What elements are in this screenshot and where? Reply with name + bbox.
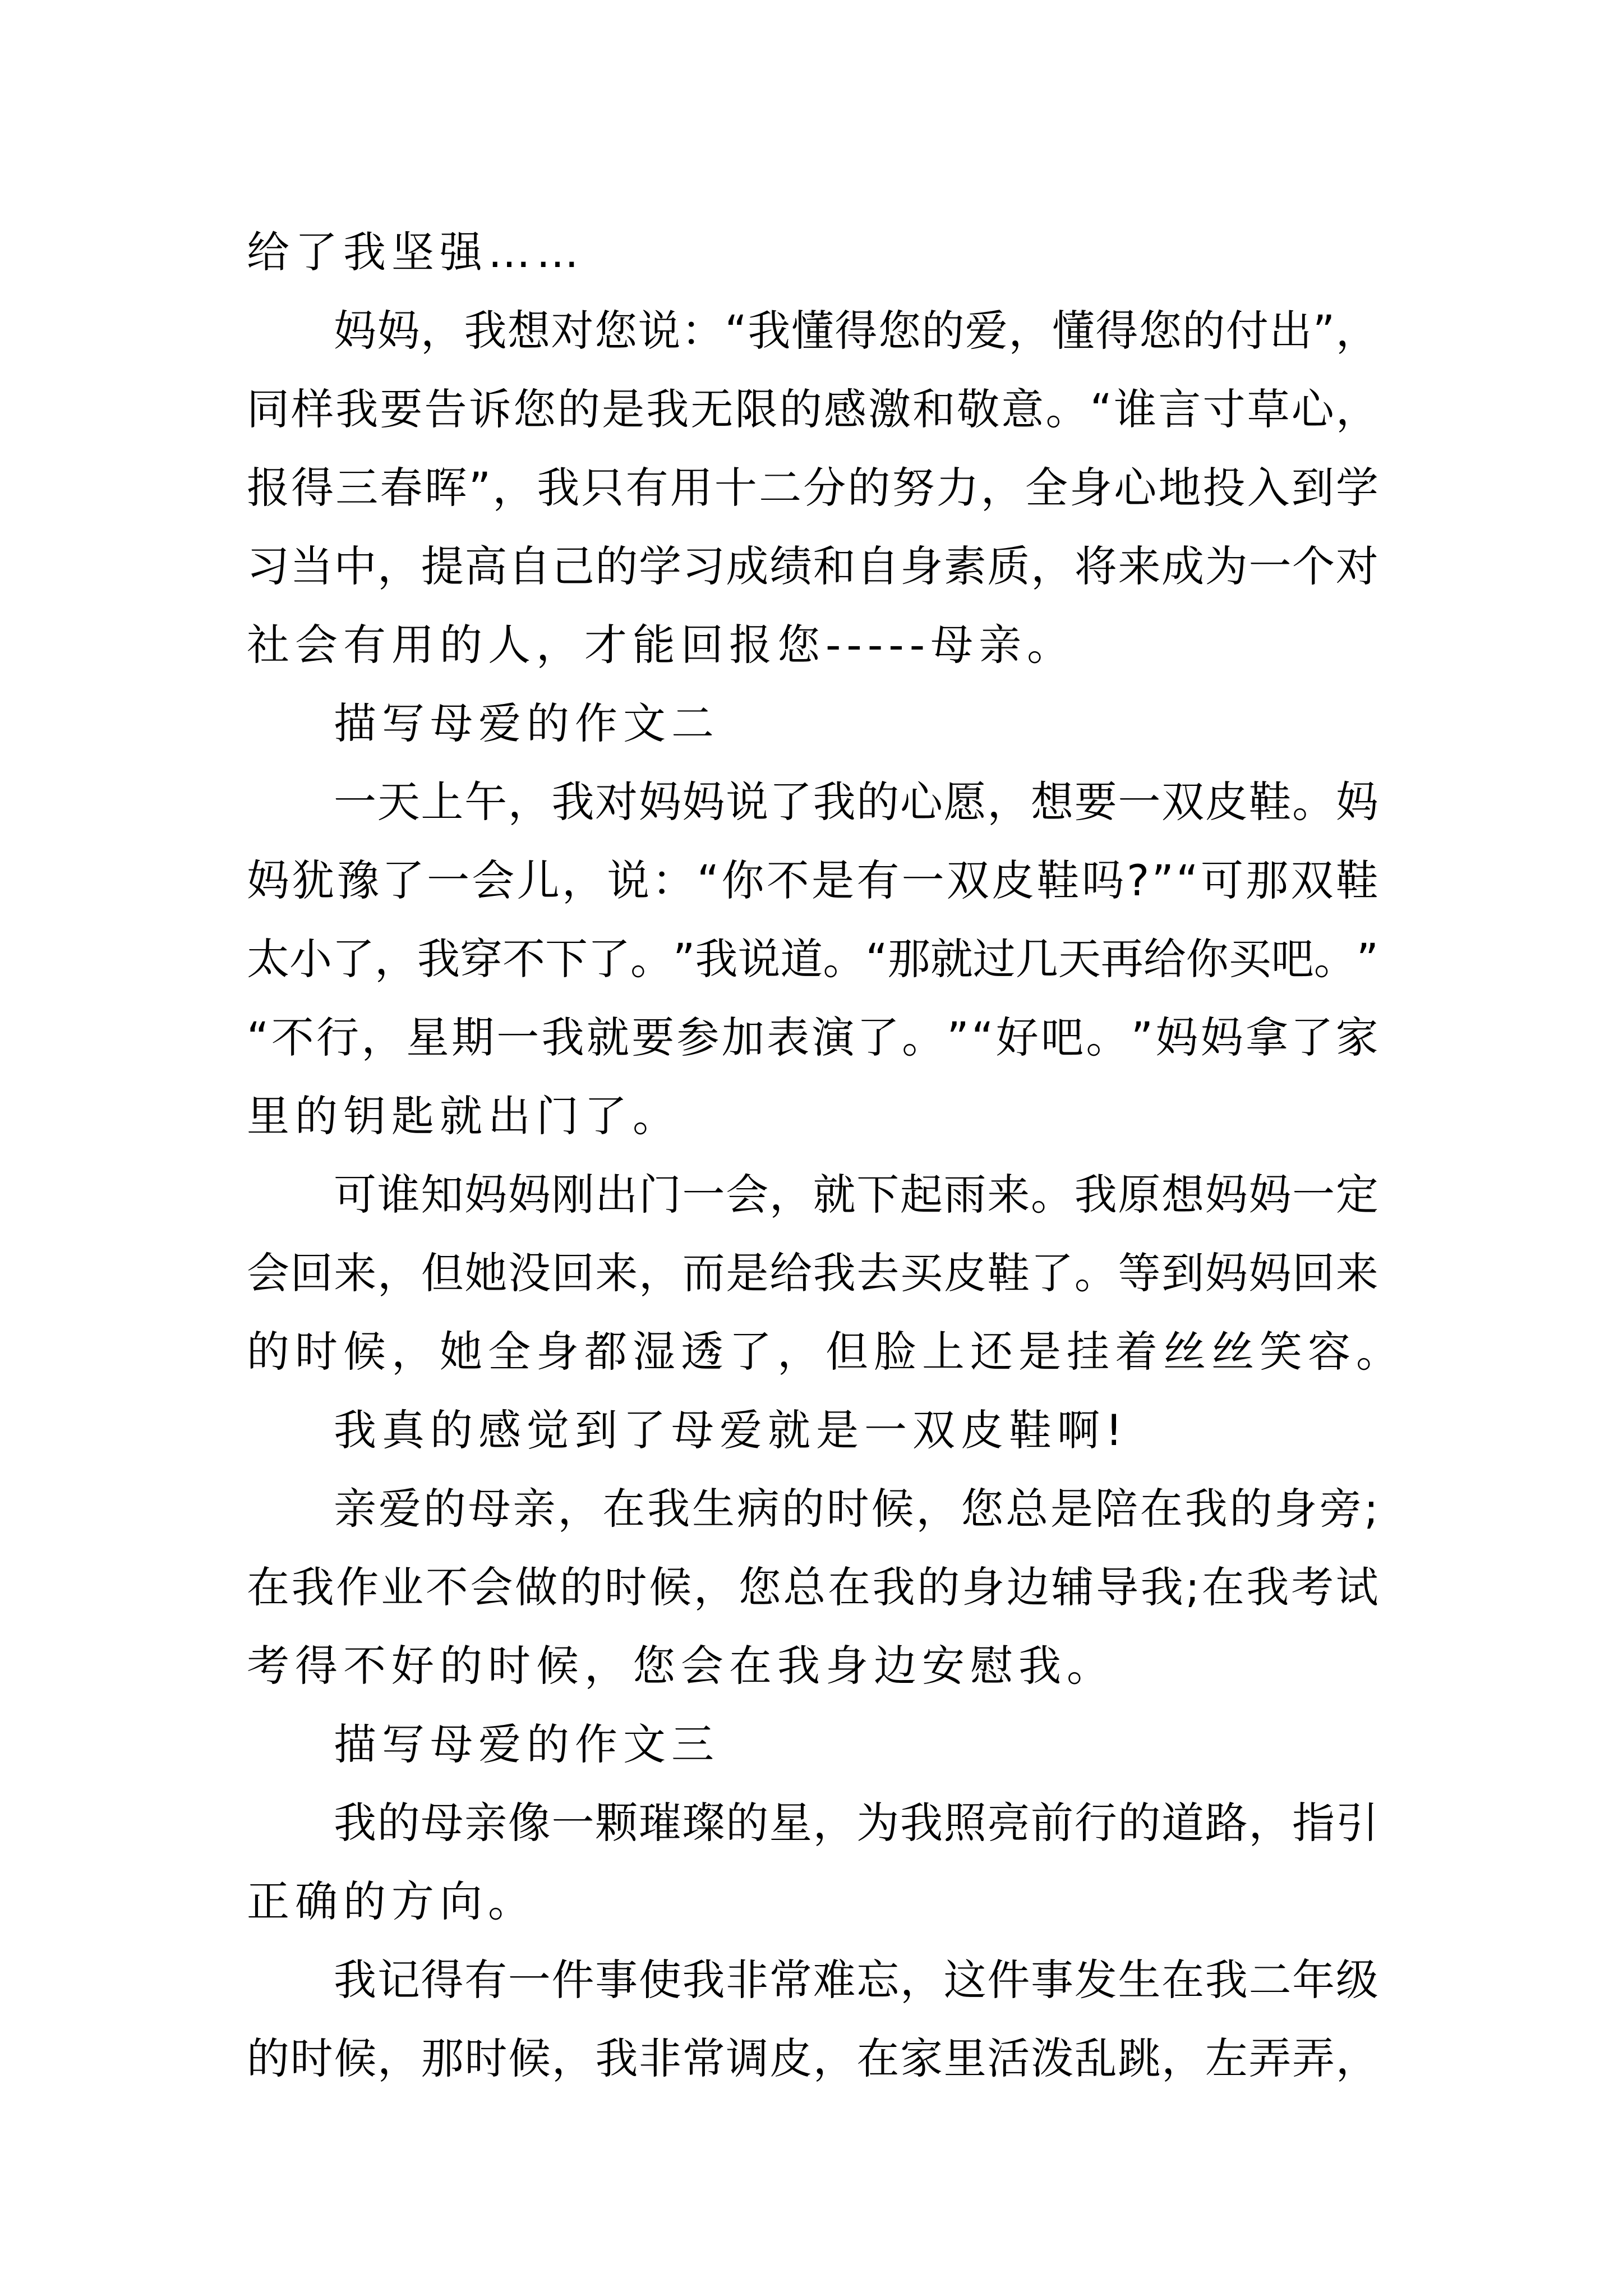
section-heading: 描写母爱的作文三 xyxy=(334,1719,720,1769)
text-line: 太 小 了 ， 我 穿 不 下 了 。 ” 我 说 道 。 “ 那 就 过 几 天 再 给 你 买 吧 。 ” xyxy=(247,934,1379,984)
text-line: 社会有用的人，才能回报您-----母亲。 xyxy=(247,620,1076,670)
text-line: 妈 妈 ， 我 想 对 您 说 ： “ 我 懂 得 您 的 爱 ， 懂 得 您 的 付 出 ” ， xyxy=(334,306,1378,356)
section-heading: 描写母爱的作文二 xyxy=(334,698,720,748)
text-line: 我真的感觉到了母爱就是一双皮鞋啊! xyxy=(334,1405,1128,1455)
text-line: 给了我坚强…… xyxy=(247,227,584,277)
text-line: 一 天 上 午 ， 我 对 妈 妈 说 了 我 的 心 愿 ， 想 要 一 双 皮 鞋 。 妈 xyxy=(334,777,1378,827)
text-line: 正确的方向。 xyxy=(247,1876,536,1926)
text-line: 亲 爱 的 母 亲 ， 在 我 生 病 的 时 候 ， 您 总 是 陪 在 我 的 身 旁 ; xyxy=(334,1484,1378,1534)
text-line: 妈 犹 豫 了 一 会 儿 ， 说 ： “ 你 不 是 有 一 双 皮 鞋 吗 ? ” “ 可 那 双 鞋 xyxy=(247,855,1378,905)
text-line: 在 我 作 业 不 会 做 的 时 候 ， 您 总 在 我 的 身 边 辅 导 我 ; 在 我 考 试 xyxy=(247,1562,1378,1612)
text-line: 考得不好的时候，您会在我身边安慰我。 xyxy=(247,1641,1115,1691)
text-line: 报 得 三 春 晖 ” ， 我 只 有 用 十 二 分 的 努 力 ， 全 身 心 地 投 入 到 学 xyxy=(247,463,1378,513)
text-line: 习 当 中 ， 提 高 自 己 的 学 习 成 绩 和 自 身 素 质 ， 将 来 成 为 一 个 对 xyxy=(247,541,1378,591)
text-line: 我 记 得 有 一 件 事 使 我 非 常 难 忘 ， 这 件 事 发 生 在 我 二 年 级 xyxy=(334,1955,1378,2005)
text-line: 我 的 母 亲 像 一 颗 璀 璨 的 星 ， 为 我 照 亮 前 行 的 道 路 ， 指 引 xyxy=(334,1798,1378,1848)
text-line: 同 样 我 要 告 诉 您 的 是 我 无 限 的 感 激 和 敬 意 。 “ 谁 言 寸 草 心 ， xyxy=(247,384,1378,434)
text-line: 可 谁 知 妈 妈 刚 出 门 一 会 ， 就 下 起 雨 来 。 我 原 想 妈 妈 一 定 xyxy=(334,1170,1378,1220)
text-line: 的 时 候 ， 那 时 候 ， 我 非 常 调 皮 ， 在 家 里 活 泼 乱 跳 ， 左 弄 弄 ， xyxy=(247,2033,1378,2083)
text-line: “ 不 行 ， 星 期 一 我 就 要 参 加 表 演 了 。 ” “ 好 吧 。 ” 妈 妈 拿 了 家 xyxy=(247,1013,1378,1062)
text-line: 会 回 来 ， 但 她 没 回 来 ， 而 是 给 我 去 买 皮 鞋 了 。 等 到 妈 妈 回 来 xyxy=(247,1248,1378,1298)
text-line: 的时候，她全身都湿透了，但脸上还是挂着丝丝笑容。 xyxy=(247,1327,1404,1377)
text-line: 里的钥匙就出门了。 xyxy=(247,1091,681,1141)
